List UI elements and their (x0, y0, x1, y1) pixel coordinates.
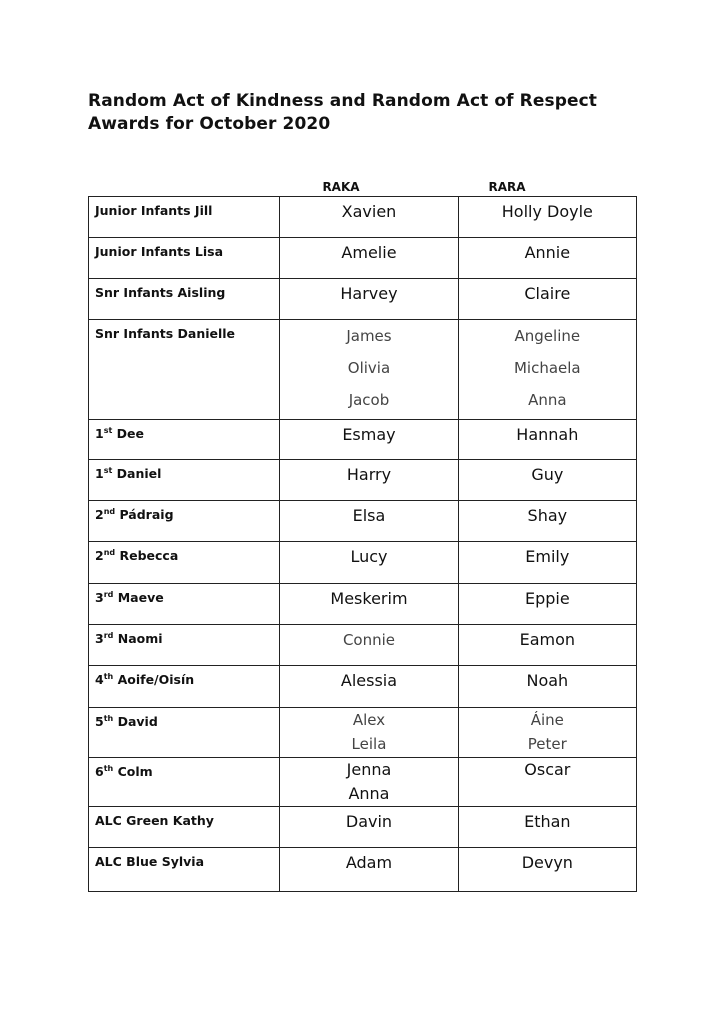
raka-cell (280, 279, 458, 320)
table-row (89, 320, 637, 420)
rara-name: Shay (527, 506, 568, 525)
rara-name: Hannah (516, 425, 579, 444)
class-cell: Snr Infants Aisling (89, 279, 280, 320)
raka-name: Jenna (346, 760, 392, 779)
class-cell: ALC Blue Sylvia (89, 848, 280, 892)
rara-cell (458, 758, 636, 807)
raka-name: Amelie (341, 243, 397, 262)
rara-name: Guy (531, 465, 564, 484)
raka-cell (280, 320, 458, 420)
class-cell: 2nd Pádraig (89, 501, 280, 542)
rara-name: Holly Doyle (501, 202, 593, 221)
rara-cell (458, 501, 636, 542)
raka-name: Xavien (341, 202, 397, 221)
table-row (89, 758, 637, 807)
raka-name: Elsa (352, 506, 386, 525)
raka-cell (280, 625, 458, 666)
raka-cell (280, 848, 458, 892)
rara-name: Devyn (521, 853, 573, 872)
raka-name: Alex (352, 711, 386, 729)
table-row (89, 666, 637, 708)
rara-name: Anna (528, 391, 567, 409)
class-cell: 1st Daniel (89, 460, 280, 501)
rara-cell (458, 460, 636, 501)
rara-cell (458, 320, 636, 420)
table-row (89, 848, 637, 892)
table-row (89, 807, 637, 848)
class-cell: 5th David (89, 708, 280, 758)
rara-cell (458, 666, 636, 708)
raka-cell (280, 666, 458, 708)
raka-name: Olivia (347, 359, 391, 377)
raka-name: Meskerim (330, 589, 408, 608)
rara-cell (458, 197, 636, 238)
table-row (89, 542, 637, 584)
rara-name: Áine (530, 711, 564, 729)
class-cell: Junior Infants Jill (89, 197, 280, 238)
class-cell: Snr Infants Danielle (89, 320, 280, 420)
table-row (89, 197, 637, 238)
rara-cell (458, 238, 636, 279)
table-row (89, 584, 637, 625)
class-cell: 6th Colm (89, 758, 280, 807)
rara-cell (458, 279, 636, 320)
rara-cell (458, 848, 636, 892)
raka-cell (280, 197, 458, 238)
raka-cell (280, 807, 458, 848)
raka-name: Jacob (348, 391, 390, 409)
rara-name: Ethan (524, 812, 571, 831)
table-row (89, 279, 637, 320)
table-row (89, 625, 637, 666)
raka-cell (280, 758, 458, 807)
rara-name: Annie (524, 243, 571, 262)
raka-cell (280, 708, 458, 758)
class-cell: ALC Green Kathy (89, 807, 280, 848)
raka-name: Alessia (340, 671, 398, 690)
rara-cell (458, 542, 636, 584)
table-row (89, 708, 637, 758)
raka-name: Connie (342, 631, 395, 649)
raka-cell (280, 501, 458, 542)
document-title: Random Act of Kindness and Random Act of Respect Awards for October 2020 (88, 91, 597, 134)
rara-name: Claire (524, 284, 571, 303)
table-row (89, 420, 637, 460)
raka-cell (280, 584, 458, 625)
rara-name: Noah (526, 671, 569, 690)
rara-name: Oscar (524, 760, 571, 779)
class-cell: Junior Infants Lisa (89, 238, 280, 279)
table-row (89, 460, 637, 501)
rara-name: Michaela (513, 359, 581, 377)
raka-column-header: RAKA (322, 180, 360, 194)
raka-name: Davin (345, 812, 393, 831)
rara-name: Peter (527, 735, 567, 753)
class-cell: 3rd Maeve (89, 584, 280, 625)
raka-name: Lucy (350, 547, 388, 566)
rara-name: Angeline (514, 327, 581, 345)
class-cell: 2nd Rebecca (89, 542, 280, 584)
rara-name: Eppie (524, 589, 570, 608)
rara-column-header: RARA (488, 180, 526, 194)
raka-cell (280, 460, 458, 501)
raka-name: Anna (348, 784, 390, 803)
raka-name: James (346, 327, 392, 345)
raka-cell (280, 420, 458, 460)
class-cell: 3rd Naomi (89, 625, 280, 666)
rara-name: Eamon (519, 630, 576, 649)
table-row (89, 238, 637, 279)
rara-cell (458, 584, 636, 625)
rara-cell (458, 807, 636, 848)
rara-cell (458, 625, 636, 666)
class-cell: 1st Dee (89, 420, 280, 460)
table-row (89, 501, 637, 542)
raka-name: Adam (345, 853, 393, 872)
class-cell: 4th Aoife/Oisín (89, 666, 280, 708)
rara-name: Emily (525, 547, 570, 566)
raka-name: Leila (351, 735, 387, 753)
raka-name: Harry (346, 465, 392, 484)
awards-table (88, 196, 637, 892)
raka-name: Harvey (340, 284, 398, 303)
rara-cell (458, 420, 636, 460)
raka-cell (280, 542, 458, 584)
rara-cell (458, 708, 636, 758)
raka-cell (280, 238, 458, 279)
raka-name: Esmay (342, 425, 396, 444)
